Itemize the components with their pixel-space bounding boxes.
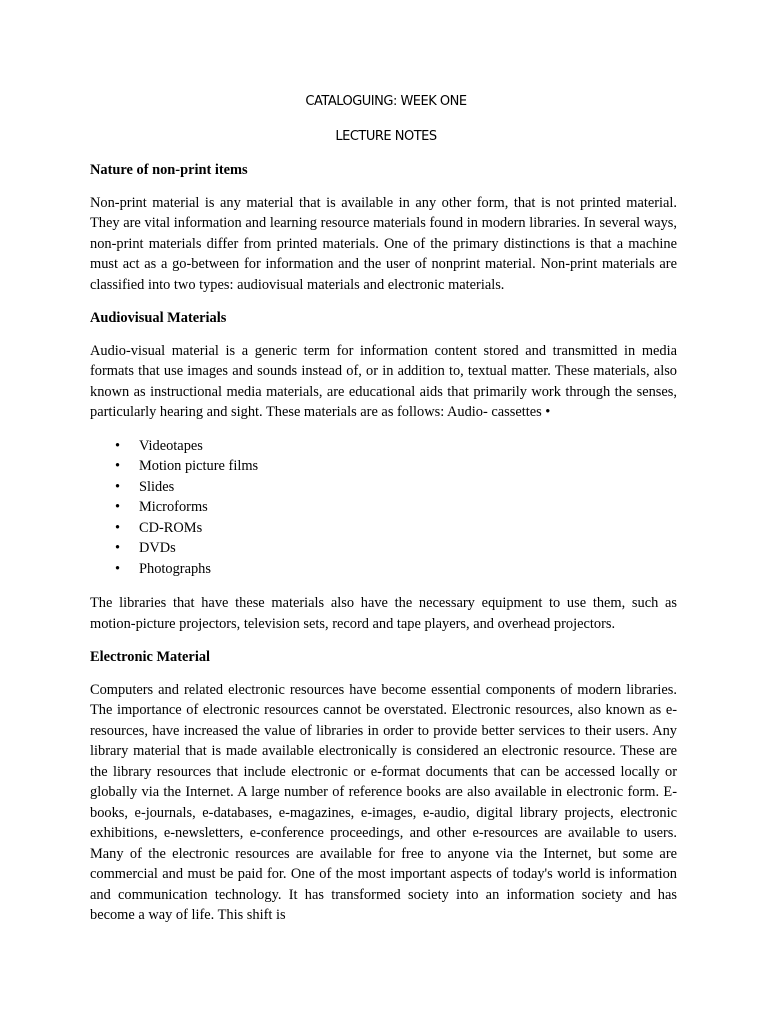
document-subtitle: LECTURE NOTES <box>335 129 437 144</box>
document-body <box>90 160 677 924</box>
list-item <box>90 456 677 477</box>
list-item-label: CD-ROMs <box>139 519 203 536</box>
list-item-label: Videotapes <box>139 437 203 454</box>
list-item-label: Microforms <box>139 499 208 515</box>
bullet-icon: • <box>115 478 121 495</box>
bullet-icon: • <box>115 519 121 536</box>
paragraph-electronic: Computers and related electronic resources have become essential components of modern libraries. The importance of electronic resources cannot be overstated. Electronic resources, also known as e-resources, have increased the value of libraries in order to provide better services to their users. Any library material that is made available electronically is considered an electronic resource. These are the library resources that include electronic or e-format documents that can be accessed locally or globally via the Internet. A large number of reference books are also available in electronic form. E-books, e-journals, e-databases, e-magazines, e-images, e-audio, digital library projects, electronic exhibitions, e-newsletters, e-conference proceedings, and other e-resources are available to users. Many of the electronic resources are available for free to anyone via the Internet, but some are commercial and must be paid for. One of the most important aspects of today's world is information and communication technology. It has transformed society into an information society and has become a way of life. This shift is <box>90 681 677 923</box>
document-title: CATALOGUING: WEEK ONE <box>305 94 467 109</box>
list-item-label: Photographs <box>139 560 211 577</box>
bullet-icon: • <box>115 560 121 577</box>
paragraph-audiovisual: Audio-visual material is a generic term for information content stored and transmitted in media formats that use images and sounds instead of, or in addition to, textual matter. These materials, also known as instructional media materials, are educational aids that primarily work through the senses, particularly hearing and sight. These materials are as follows: Audio- cassettes • <box>90 342 677 420</box>
list-item <box>90 497 677 518</box>
section-heading-nature: Nature of non-print items <box>90 162 248 178</box>
list-item-label: DVDs <box>139 540 176 556</box>
section-heading-electronic: Electronic Material <box>90 649 211 665</box>
bullet-icon: • <box>115 458 121 474</box>
paragraph-electronic-container <box>90 680 677 924</box>
list-item-label: Slides <box>139 478 175 495</box>
paragraph-nature: Non-print material is any material that is available in any other form, that is not printed material. They are vital information and learning resource materials found in modern libraries. In several ways, non-print materials differ from printed materials. One of the primary distinctions is that a machine must act as a go-between for information and the user of nonprint material. Non-print materials are classified into two types: audiovisual materials and electronic materials. <box>90 194 677 293</box>
list-item <box>90 436 677 457</box>
section-heading-audiovisual: Audiovisual Materials <box>90 310 227 326</box>
paragraph-audiovisual-equipment: The libraries that have these materials also have the necessary equipment to use them, such as motion-picture projectors, television sets, record and tape players, and overhead projectors. <box>90 595 677 632</box>
bullet-icon: • <box>115 499 121 515</box>
bullet-icon: • <box>115 540 121 556</box>
list-item <box>90 477 677 498</box>
list-item-label: Motion picture films <box>139 458 259 474</box>
audiovisual-list <box>90 436 677 580</box>
list-item <box>90 538 677 559</box>
list-item <box>90 559 677 580</box>
list-item <box>90 518 677 539</box>
bullet-icon: • <box>115 437 121 454</box>
